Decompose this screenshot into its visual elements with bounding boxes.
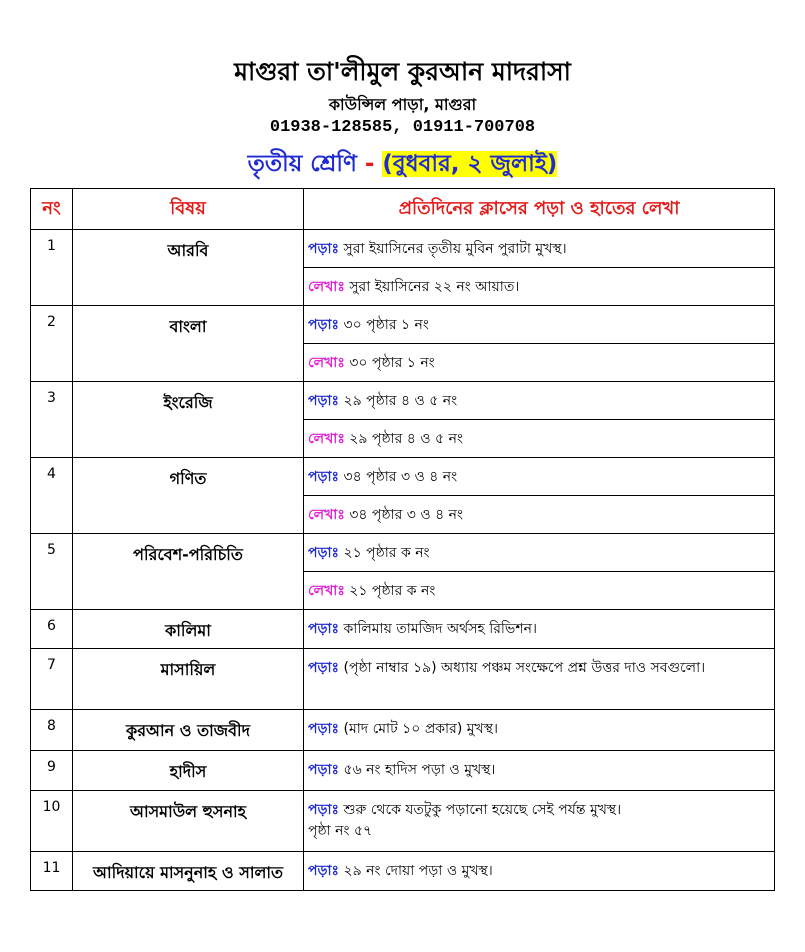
reading-label: পড়াঃ: [308, 762, 340, 778]
writing-task: [304, 420, 774, 457]
reading-label: পড়াঃ: [308, 802, 340, 818]
writing-label: লেখাঃ: [308, 279, 345, 295]
table-row: [31, 710, 775, 751]
row-number: 11: [31, 852, 73, 891]
reading-text: (পৃষ্ঠা নাম্বার ১৯) অধ্যায় পঞ্চম সংক্ষেপে প্রশ্ন উত্তর দাও সবগুলো।: [343, 660, 706, 676]
reading-task: [304, 306, 774, 344]
reading-label: পড়াঃ: [308, 469, 340, 485]
reading-task: [304, 382, 774, 420]
task-cell: [304, 649, 775, 710]
reading-label: পড়াঃ: [308, 393, 340, 409]
writing-text: ২১ পৃষ্ঠার ক নং: [349, 583, 436, 599]
subject-name: বাংলা: [73, 306, 304, 382]
table-row: [31, 230, 775, 306]
subject-name: মাসায়িল: [73, 649, 304, 710]
reading-task: [304, 649, 774, 709]
row-number: 6: [31, 610, 73, 649]
reading-text: শুরু থেকে যতটুকু পড়ানো হয়েছে সেই পর্যন্ত মুখস্থ।: [343, 802, 622, 818]
writing-label: লেখাঃ: [308, 507, 345, 523]
task-cell: [304, 306, 775, 382]
subject-name: কুরআন ও তাজবীদ: [73, 710, 304, 751]
reading-label: পড়াঃ: [308, 317, 340, 333]
madrasa-title: মাগুরা তা'লীমুল কুরআন মাদরাসা: [234, 57, 571, 86]
reading-task: [304, 230, 774, 268]
schedule-table: [30, 188, 775, 891]
reading-label: পড়াঃ: [308, 660, 340, 676]
writing-text: ৩০ পৃষ্ঠার ১ নং: [349, 355, 435, 371]
row-number: 2: [31, 306, 73, 382]
row-number: 1: [31, 230, 73, 306]
row-number: 3: [31, 382, 73, 458]
row-number: 8: [31, 710, 73, 751]
subject-name: পরিবেশ-পরিচিতি: [73, 534, 304, 610]
reading-label: পড়াঃ: [308, 241, 340, 257]
subject-name: আরবি: [73, 230, 304, 306]
day-date: (বুধবার, ২ জুলাই): [382, 151, 558, 177]
reading-text-line2: পৃষ্ঠা নং ৫৭: [308, 823, 373, 839]
reading-task: [304, 751, 774, 790]
writing-task: [304, 572, 774, 609]
reading-text: ৫৬ নং হাদিস পড়া ও মুখস্থ।: [343, 762, 496, 778]
reading-task: [304, 791, 774, 851]
writing-text: ২৯ পৃষ্ঠার ৪ ও ৫ নং: [349, 431, 463, 447]
table-row: [31, 458, 775, 534]
table-row: [31, 610, 775, 649]
class-heading: [0, 145, 805, 184]
table-header-row: [31, 189, 775, 230]
table-row: [31, 852, 775, 891]
writing-task: [304, 496, 774, 533]
row-number: 10: [31, 791, 73, 852]
table-row: [31, 306, 775, 382]
table-row: [31, 791, 775, 852]
subject-name: আদিয়ায়ে মাসনুনাহ ও সালাত: [73, 852, 304, 891]
table-row: [31, 534, 775, 610]
task-cell: [304, 610, 775, 649]
task-cell: [304, 791, 775, 852]
row-number: 5: [31, 534, 73, 610]
task-cell: [304, 710, 775, 751]
task-cell: [304, 751, 775, 791]
header-tasks: প্রতিদিনের ক্লাসের পড়া ও হাতের লেখা: [304, 189, 775, 230]
reading-label: পড়াঃ: [308, 621, 340, 637]
task-cell: [304, 230, 775, 306]
table-row: [31, 751, 775, 791]
task-cell: [304, 382, 775, 458]
reading-label: পড়াঃ: [308, 545, 340, 561]
table-row: [31, 382, 775, 458]
writing-label: লেখাঃ: [308, 583, 345, 599]
reading-task: [304, 610, 774, 648]
writing-task: [304, 268, 774, 305]
table-row: [31, 649, 775, 710]
reading-task: [304, 852, 774, 890]
header-number: নং: [31, 189, 73, 230]
reading-text: ৩৪ পৃষ্ঠার ৩ ও ৪ নং: [343, 469, 458, 485]
reading-task: [304, 534, 774, 572]
reading-text: ২৯ পৃষ্ঠার ৪ ও ৫ নং: [343, 393, 458, 409]
subject-name: গণিত: [73, 458, 304, 534]
class-name: তৃতীয় শ্রেণি: [247, 151, 357, 177]
subject-name: হাদীস: [73, 751, 304, 791]
writing-label: লেখাঃ: [308, 431, 345, 447]
madrasa-address: কাউন্সিল পাড়া, মাগুরা: [328, 95, 477, 114]
reading-label: পড়াঃ: [308, 721, 340, 737]
reading-text: (মাদ মোট ১০ প্রকার) মুখস্থ।: [343, 721, 498, 737]
phone-numbers: 01938-128585, 01911-700708: [269, 118, 536, 137]
task-cell: [304, 852, 775, 891]
writing-label: লেখাঃ: [308, 355, 345, 371]
reading-text: ৩০ পৃষ্ঠার ১ নং: [343, 317, 429, 333]
reading-task: [304, 458, 774, 496]
reading-text: কালিমায় তামজিদ অর্থসহ রিভিশন।: [343, 621, 538, 637]
writing-text: ৩৪ পৃষ্ঠার ৩ ও ৪ নং: [349, 507, 463, 523]
task-cell: [304, 534, 775, 610]
row-number: 4: [31, 458, 73, 534]
subject-name: কালিমা: [73, 610, 304, 649]
reading-text: সুরা ইয়াসিনের তৃতীয় মুবিন পুরাটা মুখস্থ।: [343, 241, 567, 257]
header-subject: বিষয়: [73, 189, 304, 230]
reading-label: পড়াঃ: [308, 863, 340, 879]
row-number: 7: [31, 649, 73, 710]
reading-text: ২৯ নং দোয়া পড়া ও মুখস্থ।: [343, 863, 493, 879]
row-number: 9: [31, 751, 73, 791]
reading-task: [304, 710, 774, 750]
subject-name: ইংরেজি: [73, 382, 304, 458]
subject-name: আসমাউল হুসনাহ: [73, 791, 304, 852]
writing-text: সুরা ইয়াসিনের ২২ নং আয়াত।: [349, 279, 520, 295]
separator: -: [356, 151, 383, 177]
writing-task: [304, 344, 774, 381]
task-cell: [304, 458, 775, 534]
reading-text: ২১ পৃষ্ঠার ক নং: [343, 545, 430, 561]
